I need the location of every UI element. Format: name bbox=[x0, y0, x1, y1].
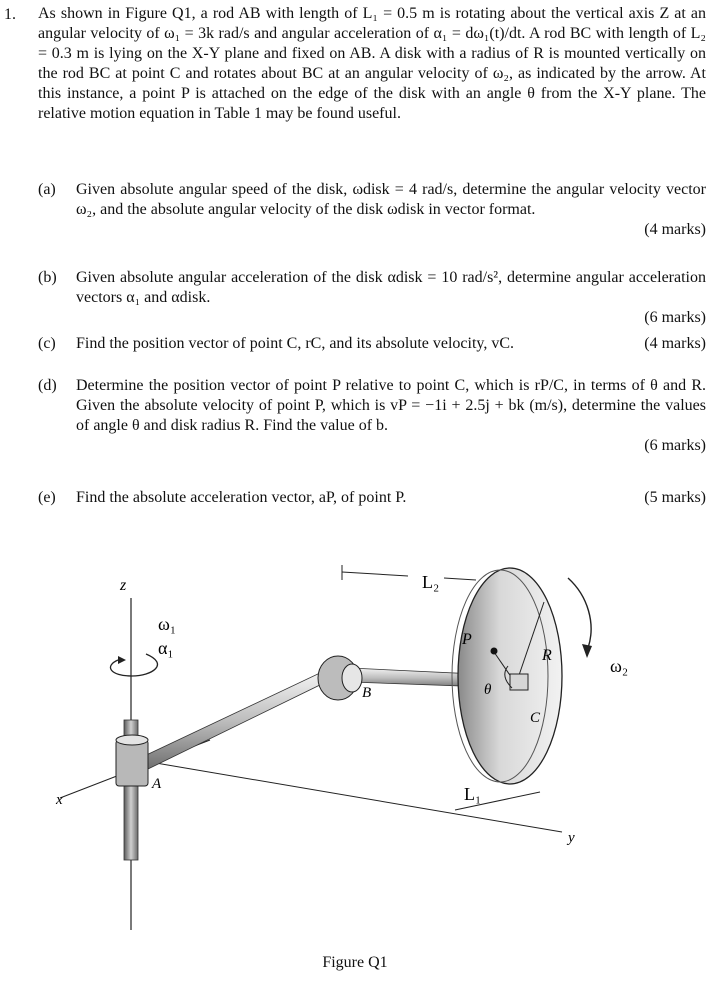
omega2-rotation-arrow bbox=[568, 578, 591, 648]
omega1-rotation-arrow bbox=[110, 654, 157, 676]
part-b-text: Given absolute angular acceleration of the disk αdisk = 10 rad/s², determine angular acceleration vectors α₁ and αdisk. bbox=[76, 269, 706, 306]
question-intro: As shown in Figure Q1, a rod AB with length of L₁ = 0.5 m is rotating about the vertical axis Z at an angular velocity of ω₁ = 3k rad/s and angular acceleration of α₁ = dω₁(t)/dt. A rod BC with length of L₂ = 0.3 m is lying on the X-Y plane and fixed on AB. A disk with a radius of R is mounted vertically on the rod BC at point C and rotates about BC at an angular velocity of ω₂, as indicated by the arrow. At this instance, a point P is attached on the edge of the disk with an angle θ from the X-Y plane. The relative motion equation in Table 1 may be found useful. bbox=[38, 5, 706, 122]
rod-ab bbox=[140, 672, 326, 770]
part-d-text: Determine the position vector of point P relative to point C, which is rP/C, in terms of θ and R. Given the absolute velocity of point P, which is vP = −1i + 2.5j + bk (m/s), determine the values of angle θ and disk radius R. Find the value of b. bbox=[76, 377, 706, 434]
part-a-label: (a) bbox=[38, 181, 56, 198]
collar-b-face bbox=[342, 664, 362, 692]
part-c-text: Find the position vector of point C, rC, and its absolute velocity, vC. bbox=[76, 335, 515, 352]
collar-a-top bbox=[116, 735, 148, 745]
question-number: 1. bbox=[4, 6, 16, 23]
part-c-label: (c) bbox=[38, 335, 56, 352]
label-alpha1: α₁ bbox=[158, 638, 174, 658]
figure-caption: Figure Q1 bbox=[322, 954, 388, 971]
part-a bbox=[38, 180, 706, 240]
part-b bbox=[38, 268, 706, 328]
label-c: C bbox=[530, 710, 541, 726]
label-y: y bbox=[568, 830, 575, 846]
part-e-marks: (5 marks) bbox=[644, 489, 706, 506]
label-theta: θ bbox=[484, 682, 492, 698]
label-omega1: ω₁ bbox=[158, 614, 177, 634]
part-c-marks: (4 marks) bbox=[644, 335, 706, 352]
part-e bbox=[38, 488, 706, 508]
part-a-text: Given absolute angular speed of the disk, ωdisk = 4 rad/s, determine the angular velocity vector ω₂, and the absolute angular velocity of the disk ωdisk in vector format. bbox=[76, 181, 706, 218]
figure-q1 bbox=[20, 540, 710, 960]
part-d-marks: (6 marks) bbox=[644, 437, 706, 454]
omega2-arrowhead bbox=[582, 644, 592, 658]
part-c bbox=[38, 334, 706, 354]
label-x: x bbox=[56, 792, 63, 808]
l2-dimension-line-right bbox=[444, 578, 476, 580]
label-z: z bbox=[120, 577, 127, 594]
part-d-label: (d) bbox=[38, 377, 57, 394]
part-e-label: (e) bbox=[38, 489, 56, 506]
point-p bbox=[491, 648, 498, 655]
omega1-arrowhead bbox=[118, 656, 126, 664]
part-b-marks: (6 marks) bbox=[644, 309, 706, 326]
l2-dimension-line bbox=[342, 572, 408, 576]
part-d bbox=[38, 376, 706, 456]
label-r: R bbox=[542, 647, 552, 664]
label-l1: L₁ bbox=[464, 784, 482, 804]
disk-hub bbox=[510, 674, 528, 690]
collar-a bbox=[116, 740, 148, 786]
label-p: P bbox=[462, 631, 472, 648]
label-omega2: ω₂ bbox=[610, 656, 629, 676]
part-b-label: (b) bbox=[38, 269, 57, 286]
label-b: B bbox=[362, 685, 372, 701]
part-a-marks: (4 marks) bbox=[644, 221, 706, 238]
part-e-text: Find the absolute acceleration vector, aP, of point P. bbox=[76, 489, 407, 506]
label-a: A bbox=[152, 776, 162, 792]
label-l2: L₂ bbox=[422, 572, 440, 592]
